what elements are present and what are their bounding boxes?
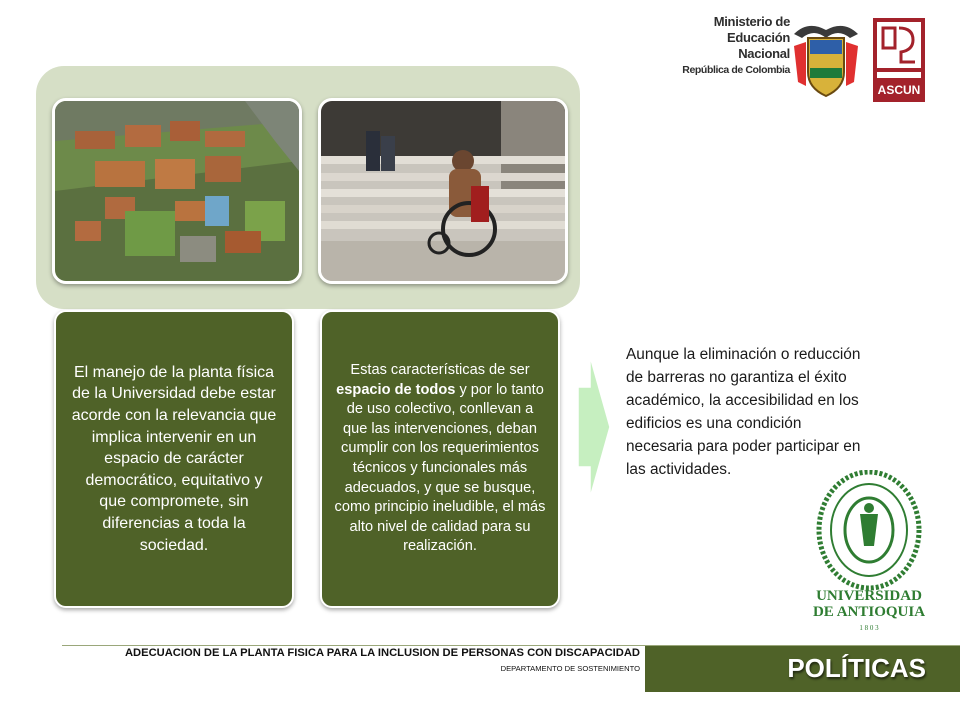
section-title: POLÍTICAS bbox=[645, 646, 960, 692]
ascun-logo bbox=[873, 18, 925, 102]
accessibility-note-text: Aunque la eliminación o reducción de barreras no garantiza el éxito académico, la accesibilidad en los edificios es una condición necesaria para poder participar en las actividades. bbox=[626, 346, 861, 478]
footer-title: ADECUACION DE LA PLANTA FISICA PARA LA INCLUSION DE PERSONAS CON DISCAPACIDAD bbox=[124, 647, 640, 659]
ministerio-line-2: Educación bbox=[726, 30, 790, 45]
colombia-coat-of-arms-icon bbox=[788, 16, 864, 100]
card-democratic-space bbox=[54, 310, 294, 608]
udea-line-1: UNIVERSIDAD bbox=[816, 588, 922, 604]
card-collective-text-bold: espacio de todos bbox=[336, 381, 456, 398]
card-democratic-space-text: El manejo de la planta física de la Universidad debe estar acorde con la relevancia que implica intervenir en un espacio de carácter democrático, equitativo y que compromete, sin diferencias a toda la sociedad. bbox=[71, 363, 277, 554]
udea-line-2: DE ANTIOQUIA bbox=[812, 604, 926, 620]
card-collective-space-text bbox=[334, 361, 546, 557]
udea-year: 1 8 0 3 bbox=[859, 624, 879, 632]
card-collective-space bbox=[320, 310, 560, 608]
ministerio-line-3: Nacional bbox=[738, 46, 790, 61]
ministerio-subtitle: República de Colombia bbox=[682, 64, 790, 76]
card-collective-text-before: Estas características de ser bbox=[350, 362, 530, 379]
ascun-label: ASCUN bbox=[877, 83, 921, 97]
ministerio-text bbox=[672, 14, 790, 78]
campus-aerial-photo bbox=[52, 98, 302, 284]
universidad-antioquia-logo bbox=[808, 470, 930, 636]
right-arrow-icon bbox=[576, 354, 612, 500]
accessibility-note bbox=[626, 343, 866, 481]
ministerio-line-1: Ministerio de bbox=[713, 14, 790, 29]
footer-subtitle: DEPARTAMENTO DE SOSTENIMIENTO bbox=[500, 664, 640, 673]
wheelchair-stairs-photo bbox=[318, 98, 568, 284]
card-collective-text-after: y por lo tanto de uso colectivo, conllevan a que las intervenciones, deban cumplir con los requerimientos técnicos y funcionales más adecuados, y que se busque, como principio ineludible, el más alto nivel de calidad para su realización. bbox=[334, 381, 546, 555]
ministerio-logo bbox=[672, 14, 870, 100]
